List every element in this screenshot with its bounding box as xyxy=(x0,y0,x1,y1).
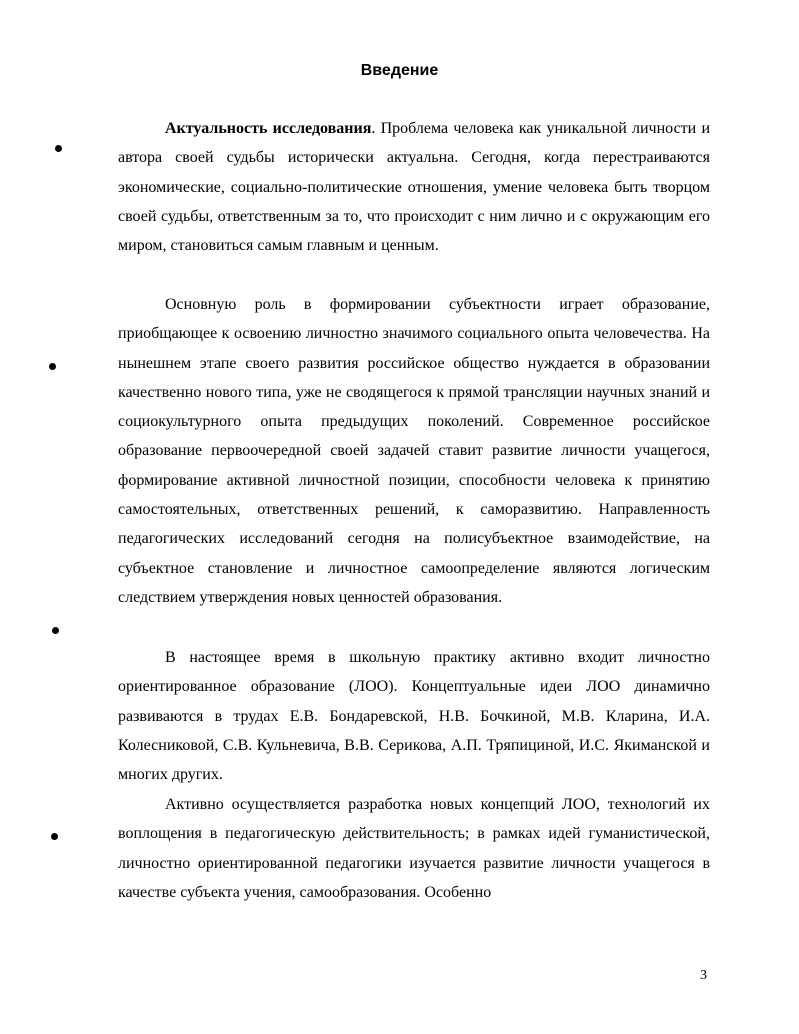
paragraph-text: . Проблема человека как уникальной личности и автора своей судьбы исторически актуальна. Сегодня, когда перестраиваются экономические, социально-политические отношения, умение человека быть творцом своей судьбы, ответственным за то, что происходит с ним лично и с окружающим его миром, становиться самым главным и ценным. xyxy=(118,120,710,255)
paragraph-subjectness xyxy=(118,290,710,612)
punch-hole-mark xyxy=(52,627,59,634)
paragraph-concepts xyxy=(118,790,710,907)
paragraph-text: Основную роль в формировании субъектности играет образование, приобщающее к освоению личностно значимого социального опыта человечества. На нынешнем этапе своего развития российское общество нуждается в образовании качественно нового типа, уже не сводящегося к прямой трансляции научных знаний и социокультурного опыта предыдущих поколений. Современное российское образование первоочередной своей задачей ставит развитие личности учащегося, формирование активной личностной позиции, способности человека к принятию самостоятельных, ответственных решений, к саморазвитию. Направленность педагогических исследований сегодня на полисубъектное взаимодействие, на субъектное становление и личностное самоопределение являются логическим следствием утверждения новых ценностей образования. xyxy=(118,296,710,606)
punch-hole-mark xyxy=(49,363,56,370)
punch-hole-mark xyxy=(55,145,62,152)
paragraph-text: В настоящее время в школьную практику активно входит личностно ориентированное образование (ЛОО). Концептуальные идеи ЛОО динамично развиваются в трудах Е.В. Бондаревской, Н.В. Бочкиной, М.В. Кларина, И.А. Колесниковой, С.В. Кульневича, В.В. Серикова, А.П. Тряпициной, И.С. Якиманской и многих других. xyxy=(118,649,710,784)
paragraph-relevance xyxy=(118,114,710,260)
page-number: 3 xyxy=(700,968,707,983)
punch-hole-mark xyxy=(51,833,58,840)
page-title: Введение xyxy=(360,62,439,79)
paragraph-loo xyxy=(118,643,710,789)
paragraph-lead: Актуальность исследования xyxy=(165,120,372,137)
paragraph-text: Активно осуществляется разработка новых концепций ЛОО, технологий их воплощения в педагогическую действительность; в рамках идей гуманистической, личностно ориентированной педагогики изучается развитие личности учащегося в качестве субъекта учения, самообразования. Особенно xyxy=(118,796,710,901)
